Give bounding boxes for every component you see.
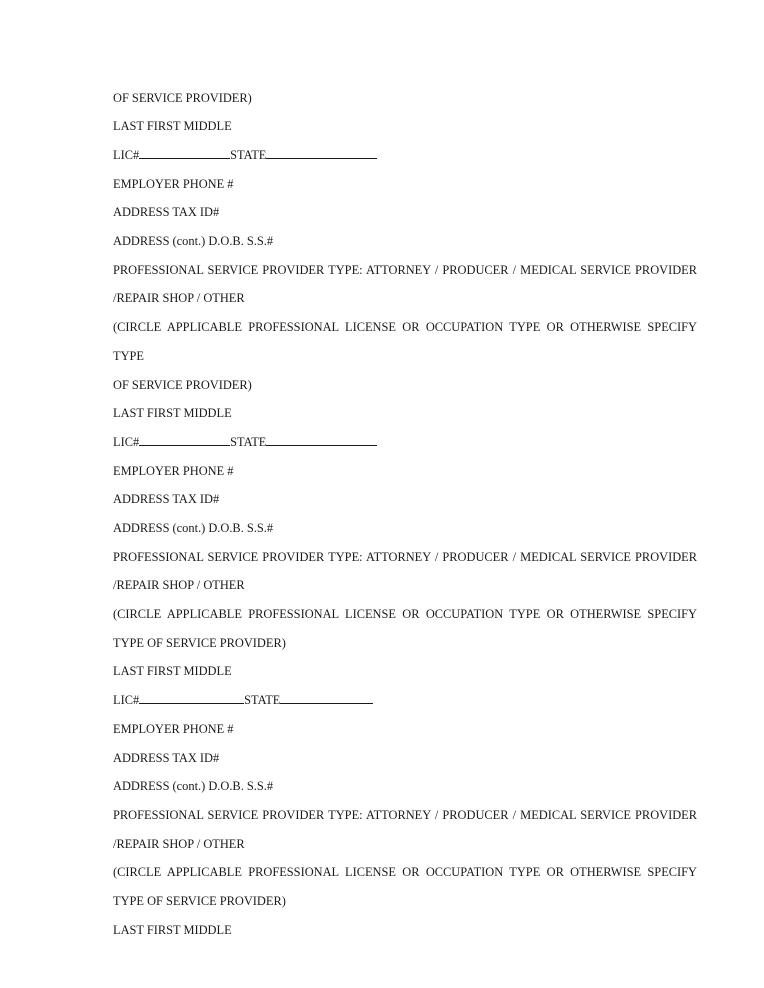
text-line-type-of-service-provider: TYPE OF SERVICE PROVIDER) <box>113 636 286 650</box>
text-line-name-header: LAST FIRST MIDDLE <box>113 406 232 420</box>
text-line-employer-phone: EMPLOYER PHONE # <box>113 177 234 191</box>
state-blank[interactable] <box>266 434 377 446</box>
lic-state-line <box>113 692 373 708</box>
text-line-employer-phone: EMPLOYER PHONE # <box>113 464 234 478</box>
state-blank[interactable] <box>280 692 373 704</box>
state-blank[interactable] <box>266 147 377 159</box>
text-line-type-of-service-provider: TYPE OF SERVICE PROVIDER) <box>113 894 286 908</box>
lic-blank[interactable] <box>139 434 230 446</box>
state-label: STATE <box>230 148 267 162</box>
text-line-repair-shop: /REPAIR SHOP / OTHER <box>113 578 245 592</box>
text-line-provider-type: PROFESSIONAL SERVICE PROVIDER TYPE: ATTORNEY / PRODUCER / MEDICAL SERVICE PROVIDER <box>113 808 697 822</box>
text-line-repair-shop: /REPAIR SHOP / OTHER <box>113 837 245 851</box>
text-line-of-service-provider: OF SERVICE PROVIDER) <box>113 378 252 392</box>
text-line-provider-type: PROFESSIONAL SERVICE PROVIDER TYPE: ATTORNEY / PRODUCER / MEDICAL SERVICE PROVIDER <box>113 263 697 277</box>
text-line-circle-instruction: (CIRCLE APPLICABLE PROFESSIONAL LICENSE OR OCCUPATION TYPE OR OTHERWISE SPECIFY <box>113 320 697 334</box>
lic-label: LIC# <box>113 693 140 707</box>
lic-state-line <box>113 147 377 163</box>
text-line-type: TYPE <box>113 349 144 363</box>
text-line-provider-type: PROFESSIONAL SERVICE PROVIDER TYPE: ATTORNEY / PRODUCER / MEDICAL SERVICE PROVIDER <box>113 550 697 564</box>
text-line-repair-shop: /REPAIR SHOP / OTHER <box>113 291 245 305</box>
text-line-circle-instruction: (CIRCLE APPLICABLE PROFESSIONAL LICENSE OR OCCUPATION TYPE OR OTHERWISE SPECIFY <box>113 607 697 621</box>
text-line-name-header: LAST FIRST MIDDLE <box>113 119 232 133</box>
state-label: STATE <box>230 435 267 449</box>
text-line-address-tax-id: ADDRESS TAX ID# <box>113 751 220 765</box>
text-line-address-cont: ADDRESS (cont.) D.O.B. S.S.# <box>113 779 274 793</box>
text-line-address-cont: ADDRESS (cont.) D.O.B. S.S.# <box>113 521 274 535</box>
text-line-employer-phone: EMPLOYER PHONE # <box>113 722 234 736</box>
text-line-name-header: LAST FIRST MIDDLE <box>113 664 232 678</box>
text-line-address-cont: ADDRESS (cont.) D.O.B. S.S.# <box>113 234 274 248</box>
state-label: STATE <box>244 693 281 707</box>
text-line-of-service-provider: OF SERVICE PROVIDER) <box>113 91 252 105</box>
lic-blank[interactable] <box>139 147 230 159</box>
text-line-address-tax-id: ADDRESS TAX ID# <box>113 205 220 219</box>
lic-state-line <box>113 434 377 450</box>
lic-label: LIC# <box>113 148 140 162</box>
text-line-circle-instruction: (CIRCLE APPLICABLE PROFESSIONAL LICENSE OR OCCUPATION TYPE OR OTHERWISE SPECIFY <box>113 865 697 879</box>
lic-label: LIC# <box>113 435 140 449</box>
lic-blank[interactable] <box>139 692 244 704</box>
text-line-name-header: LAST FIRST MIDDLE <box>113 923 232 937</box>
text-line-address-tax-id: ADDRESS TAX ID# <box>113 492 220 506</box>
